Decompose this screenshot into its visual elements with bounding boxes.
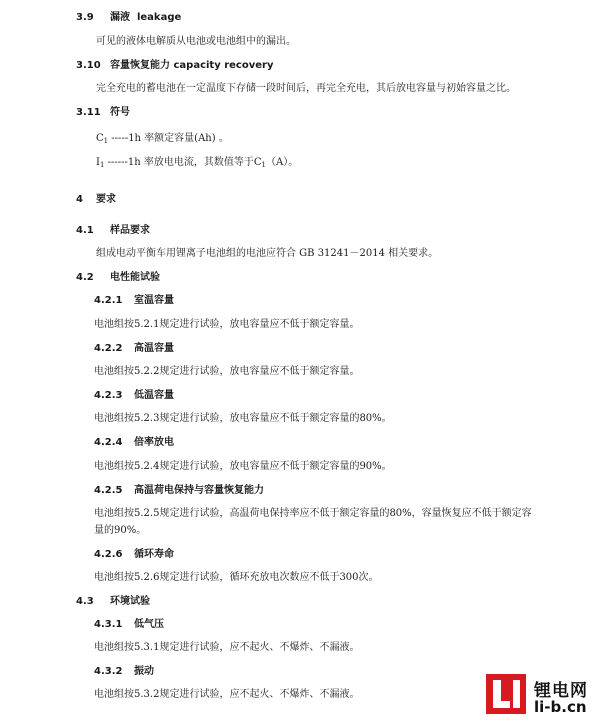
symbol-c1: $C_1$ -----1h 率额定容量(Ah) 。 bbox=[96, 133, 229, 145]
heading-4-2-4: 4.2.4 倍率放电 bbox=[94, 437, 174, 448]
heading-4-2: 4.2 电性能试验 bbox=[76, 272, 160, 283]
paragraph-4-3-2: 电池组按5.3.2规定进行试验，应不起火、不爆炸、不漏液。 bbox=[94, 689, 360, 700]
paragraph-4-3-1: 电池组按5.3.1规定进行试验，应不起火、不爆炸、不漏液。 bbox=[94, 642, 360, 653]
heading-4-2-6: 4.2.6 循环寿命 bbox=[94, 549, 174, 560]
heading-4-3-1: 4.3.1 低气压 bbox=[94, 619, 164, 630]
watermark-url: li-b.cn bbox=[534, 698, 587, 716]
heading-4: 4 要求 bbox=[76, 194, 116, 205]
heading-3-11: 3.11 符号 bbox=[76, 107, 130, 118]
paragraph-4-2-3: 电池组按5.2.3规定进行试验，放电容量应不低于额定容量的80%。 bbox=[94, 413, 392, 424]
paragraph-4-2-1: 电池组按5.2.1规定进行试验，放电容量应不低于额定容量。 bbox=[94, 319, 360, 330]
paragraph-3-10: 完全充电的蓄电池在一定温度下存储一段时间后，再完全充电，其后放电容量与初始容量之比。 bbox=[96, 83, 516, 94]
li-logo-icon bbox=[486, 674, 526, 714]
symbol-i1: $I_1$ ------1h 率放电电流，其数值等于$C_1(A)$。 bbox=[96, 157, 299, 169]
heading-4-2-1: 4.2.1 室温容量 bbox=[94, 295, 174, 306]
heading-3-9: 3.9 漏液 leakage bbox=[76, 12, 182, 23]
heading-4-2-2: 4.2.2 高温容量 bbox=[94, 343, 174, 354]
heading-3-10: 3.10 容量恢复能力 capacity recovery bbox=[76, 60, 274, 71]
heading-4-3-2: 4.3.2 振动 bbox=[94, 666, 154, 677]
paragraph-4-1: 组成电动平衡车用锂离子电池组的电池应符合 GB 31241－2014 相关要求。 bbox=[96, 248, 439, 259]
heading-4-1: 4.1 样品要求 bbox=[76, 225, 150, 236]
paragraph-4-2-6: 电池组按5.2.6规定进行试验，循环充放电次数应不低于300次。 bbox=[94, 572, 379, 583]
paragraph-4-2-2: 电池组按5.2.2规定进行试验，放电容量应不低于额定容量。 bbox=[94, 366, 360, 377]
paragraph-3-9: 可见的液体电解质从电池或电池组中的漏出。 bbox=[96, 36, 296, 47]
watermark-name: 锂电网 bbox=[534, 681, 588, 701]
heading-4-2-5: 4.2.5 高温荷电保持与容量恢复能力 bbox=[94, 485, 264, 496]
paragraph-4-2-5-line2: 量的90%。 bbox=[94, 525, 147, 536]
heading-4-2-3: 4.2.3 低温容量 bbox=[94, 390, 174, 401]
paragraph-4-2-4: 电池组按5.2.4规定进行试验，放电容量应不低于额定容量的90%。 bbox=[94, 461, 392, 472]
paragraph-4-2-5-line1: 电池组按5.2.5规定进行试验，高温荷电保持率应不低于额定容量的80%，容量恢复应不低于额定容 bbox=[94, 508, 532, 519]
heading-4-3: 4.3 环境试验 bbox=[76, 596, 150, 607]
